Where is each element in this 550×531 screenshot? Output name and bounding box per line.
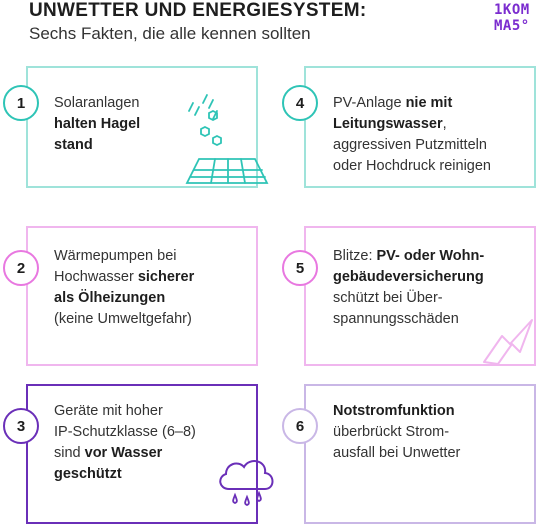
fact-text-run: sind (54, 445, 85, 461)
fact-number-4: 4 (282, 85, 318, 121)
logo-line-1: 1KOM (494, 2, 530, 18)
fact-text-bold: halten Hagel (54, 116, 141, 132)
logo-line-2: MA5° (494, 18, 530, 34)
brand-logo (494, 2, 530, 34)
fact-line (333, 114, 491, 135)
fact-line (333, 309, 484, 330)
fact-text-bold: stand (54, 137, 93, 153)
fact-line (54, 246, 194, 267)
fact-text-run: Wärmepumpen bei (54, 248, 177, 264)
fact-line (333, 422, 460, 443)
fact-number-1: 1 (3, 85, 39, 121)
fact-text-run: Geräte mit hoher (54, 403, 163, 419)
fact-text-bold: geschützt (54, 466, 122, 482)
fact-text-run: Hochwasser (54, 269, 138, 285)
fact-text-1 (54, 93, 140, 156)
fact-text-run: aggressiven Putzmitteln (333, 137, 487, 153)
fact-line (54, 422, 196, 443)
fact-line (333, 267, 484, 288)
fact-text-run: schützt bei Über- (333, 290, 443, 306)
fact-text-bold: sicherer (137, 269, 195, 285)
fact-number-3: 3 (3, 408, 39, 444)
fact-line (333, 246, 484, 267)
fact-line (54, 267, 194, 288)
fact-line (333, 401, 460, 422)
fact-line (54, 114, 140, 135)
fact-text-run: oder Hochdruck reinigen (333, 158, 491, 174)
fact-number-2: 2 (3, 250, 39, 286)
fact-text-bold: gebäudeversicherung (333, 269, 484, 285)
fact-line (333, 156, 491, 177)
fact-text-6 (333, 401, 460, 464)
fact-line (54, 443, 196, 464)
lightning-icon (480, 312, 540, 372)
fact-text-3 (54, 401, 196, 485)
fact-line (333, 93, 491, 114)
fact-text-run: IP-Schutzklasse (6–8) (54, 424, 196, 440)
fact-number-6: 6 (282, 408, 318, 444)
fact-text-bold: PV- oder Wohn- (376, 248, 485, 264)
fact-line (333, 443, 460, 464)
fact-text-run: Solaranlagen (54, 95, 140, 111)
fact-line (54, 93, 140, 114)
fact-text-bold: Notstromfunktion (333, 403, 455, 419)
fact-text-bold: vor Wasser (84, 445, 163, 461)
fact-text-2 (54, 246, 194, 330)
fact-text-run: spannungsschäden (333, 311, 459, 327)
rain-cloud-icon (215, 455, 277, 513)
fact-line (54, 309, 194, 330)
fact-text-bold: als Ölheizungen (54, 290, 166, 306)
fact-text-run: PV-Anlage (333, 95, 406, 111)
fact-text-run: ausfall bei Unwetter (333, 445, 461, 461)
fact-line (333, 288, 484, 309)
fact-text-5 (333, 246, 484, 330)
page-subtitle: Sechs Fakten, die alle kennen sollten (29, 24, 311, 43)
fact-text-bold: nie mit (405, 95, 453, 111)
fact-text-run: Blitze: (333, 248, 377, 264)
fact-text-4 (333, 93, 491, 177)
fact-number-5: 5 (282, 250, 318, 286)
fact-text-bold: Leitungswasser (333, 116, 443, 132)
fact-line (54, 135, 140, 156)
fact-line (54, 288, 194, 309)
fact-text-run: (keine Umweltgefahr) (54, 311, 192, 327)
solar-panel-hail-icon (185, 91, 265, 186)
fact-line (54, 464, 196, 485)
page-title: UNWETTER UND ENERGIESYSTEM: (29, 0, 367, 21)
fact-text-run: , (442, 116, 447, 132)
fact-text-run: überbrückt Strom- (333, 424, 450, 440)
fact-line (54, 401, 196, 422)
fact-line (333, 135, 491, 156)
